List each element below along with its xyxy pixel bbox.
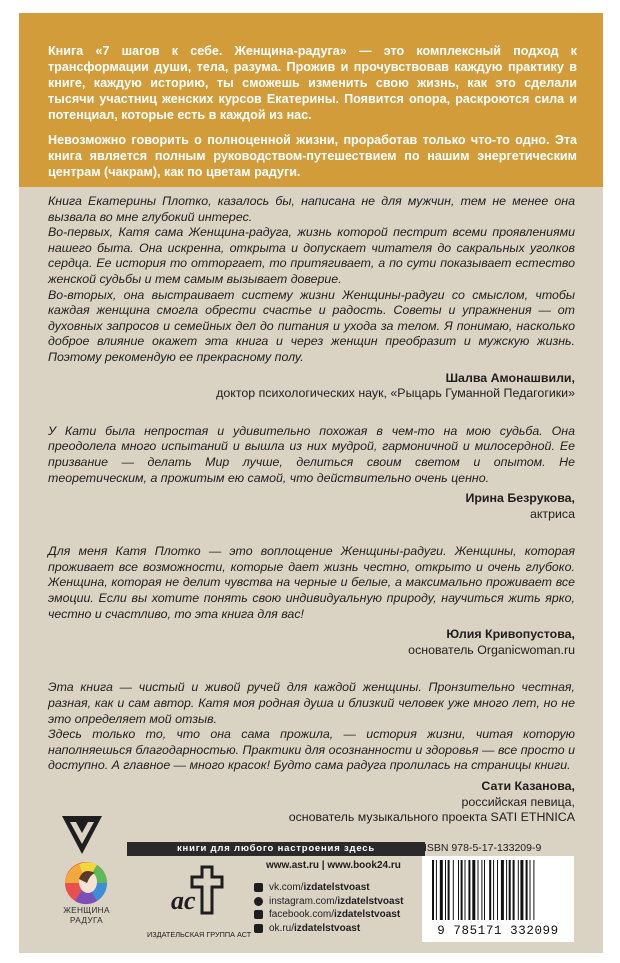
annotation-paragraph: Книга «7 шагов к себе. Женщина-радуга» — это комплексный подход к трансформации души, тела, разума. Прожив и прочувствовав каждую практику в книге, каждую историю, ты сможешь изменить свою жизнь, как это сделали тысячи участниц женских курсов Екатерины. Появится опора, раскроются сила и потенциал, которые есть в каждой из нас.	[48, 44, 577, 122]
barcode-bar	[461, 860, 463, 920]
age-mark-triangle-icon	[60, 814, 104, 858]
publisher-name: ИЗДАТЕЛЬСКАЯ ГРУППА АСТ	[147, 930, 252, 939]
review-paragraph: Во-первых, Катя сама Женщина-радуга, жизнь которой пестрит всеми проявлениями нашего быта. Она искренна, открыта и допускает читателя до сакральных уголков сердца. Ее история то отторгает, то притягивает, а по сути показывает естество женской судьбы и тем самым вызывает доверие.	[48, 225, 575, 286]
barcode-bar	[497, 860, 498, 920]
review-author-role: актриса	[529, 506, 575, 521]
barcode-bar	[484, 860, 485, 920]
barcode-number: 9 785171 332099	[437, 924, 559, 938]
review-author-role: российская певица,	[461, 794, 575, 809]
barcode-bar	[440, 860, 443, 920]
svg-text:ac: ac	[171, 886, 196, 915]
review-paragraph: Здесь только то, что она сама прожила, — история жизни, читая которую наполняешься благодарностью. Практики для осознанности и здоровья — все просто и доступно. А главное — много красок! Будто сама радуга пролилась на страницы книги.	[48, 727, 575, 773]
review-paragraph: Книга Екатерины Плотко, казалось бы, написана не для мужчин, тем не менее она вызвала во мне глубокий интерес.	[48, 194, 575, 224]
publisher-websites: www.ast.ru | www.book24.ru	[266, 860, 401, 871]
review-author-role: доктор психологических наук, «Рыцарь Гуманной Педагогики»	[216, 386, 575, 401]
barcode-bar	[520, 860, 523, 920]
review-author-role: основатель музыкального проекта SATI ETHNICA	[288, 810, 575, 825]
social-links	[254, 881, 404, 935]
barcode-bar	[481, 860, 482, 920]
cover-footer	[19, 823, 603, 953]
barcode-bar	[489, 860, 491, 920]
barcode-bar	[493, 860, 494, 920]
social-link-facebook: facebook.com/ izdatelstvoast	[254, 908, 404, 922]
review-paragraph: Для меня Катя Плотко — это воплощение Женщины-радуги. Женщины, которая проживает все возможности, которые дает жизнь честно, открыто и очень глубоко. Женщина, которая не делит чувства на черные и белые, а максимально проживает все эмоции. Если вы хотите понять свою индивидуальную природу, научиться жить ярко, честно и счастливо, то эта книга для вас!	[48, 544, 575, 621]
barcode-bar	[458, 860, 459, 920]
barcode-bar	[506, 860, 507, 920]
barcode-bar	[526, 860, 528, 920]
barcode-bar	[436, 860, 437, 920]
review-author: Сати Казанова,	[481, 779, 575, 793]
review-paragraph: Эта книга — чистый и живой ручей для каждой женщины. Пронзительно честная, разная, как и сам автор. Катя моя родная душа и близкий человек уже много лет, но не это определяет мой отзыв.	[48, 680, 575, 726]
ast-publisher-logo-icon	[169, 861, 235, 923]
review-author-role: основатель Organicwoman.ru	[408, 642, 575, 657]
barcode-bar	[465, 860, 466, 920]
instagram-icon	[254, 897, 263, 906]
annotation-banner	[19, 13, 603, 187]
review-author: Ирина Безрукова,	[465, 491, 575, 506]
barcode-bar	[432, 860, 434, 920]
review-amonashvili	[48, 194, 575, 402]
ok-icon	[254, 924, 263, 933]
review-author: Шалва Амонашвили,	[445, 370, 575, 385]
barcode-bars	[428, 860, 568, 922]
brand-name: ЖЕНЩИНА РАДУГА	[63, 905, 110, 925]
social-link-vk: vk.com/ izdatelstvoast	[254, 881, 404, 895]
barcode-bar	[468, 860, 470, 920]
review-paragraph: У Кати была непростая и удивительно похожая в чем-то на мою судьба. Она преодолела много испытаний и вышла из них мудрой, гармоничной и милосердной. Ее призвание — делать Мир лучше, делиться своим светом и опытом. Не теоретическим, а прожитым ею самой, что действительно очень ценно.	[48, 423, 575, 485]
review-kazanova	[48, 680, 575, 825]
social-link-instagram: instagram.com/ izdatelstvoast	[254, 895, 404, 909]
book-back-cover	[19, 13, 603, 953]
vk-icon	[254, 883, 263, 892]
barcode-bar	[513, 860, 515, 920]
facebook-icon	[254, 910, 263, 919]
tagline-strip: книги для любого настроения здесь	[127, 842, 425, 856]
barcode-bar	[509, 860, 511, 920]
review-bezrukova	[48, 424, 575, 523]
review-author: Юлия Кривопустова,	[446, 627, 575, 642]
barcode-bar	[472, 860, 475, 920]
barcode-bar	[448, 860, 450, 920]
barcode-bar	[501, 860, 504, 920]
annotation-paragraph: Невозможно говорить о полноценной жизни, проработав только что-то одно. Эта книга является полным руководством-путешествием по нашим энергетическим центрам (чакрам), как по цветам радуги.	[48, 133, 577, 179]
review-krivopustova	[48, 544, 575, 658]
social-link-ok: ok.ru/ izdatelstvoast	[254, 922, 404, 936]
barcode-bar	[533, 860, 534, 920]
rainbow-woman-logo-icon	[57, 861, 115, 907]
reviews	[48, 194, 575, 826]
barcode-bar	[478, 860, 479, 920]
review-paragraph: Во-вторых, она выстраивает систему жизни Женщины-радуги со смыслом, чтобы каждая женщина смогла обрести счастье и радость. Советы и упражнения — от духовных запросов и семейных дел до питания и ухода за телом. Я понимаю, насколько доброе влияние окажет эта книга и через женщин преобразит и мужскую жизнь. Поэтому рекомендую ее прекрасному полу.	[48, 287, 575, 364]
barcode-bar	[530, 860, 531, 920]
isbn: ISBN 978-5-17-133209-9	[424, 842, 542, 854]
barcode	[422, 856, 574, 942]
barcode-bar	[518, 860, 519, 920]
barcode-bar	[445, 860, 446, 920]
barcode-bar	[453, 860, 454, 920]
